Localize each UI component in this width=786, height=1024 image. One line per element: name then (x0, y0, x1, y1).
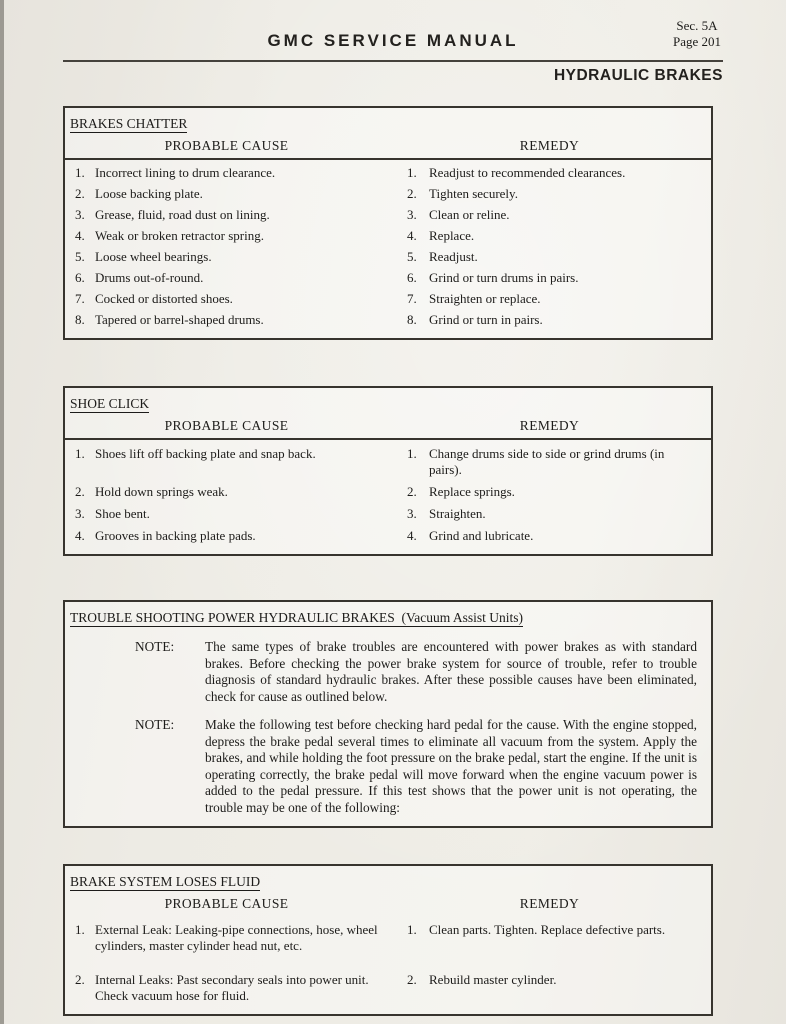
table-row (65, 291, 711, 307)
cause-number: 4. (75, 228, 85, 243)
table-row (65, 228, 711, 244)
table-row (65, 506, 711, 522)
remedy-number: 2. (407, 972, 417, 987)
cause-text: Drums out-of-round. (95, 270, 204, 285)
remedy-text: Grind or turn drums in pairs. (429, 270, 579, 285)
table-row (65, 207, 711, 223)
remedy-number: 8. (407, 312, 417, 327)
table-title: BRAKE SYSTEM LOSES FLUID (70, 874, 261, 889)
cause-number: 8. (75, 312, 85, 327)
remedy-text: Rebuild master cylinder. (429, 972, 557, 987)
manual-title: GMC SERVICE MANUAL (267, 31, 519, 50)
cause-text: Grooves in backing plate pads. (95, 528, 256, 543)
remedy-text: Readjust to recommended clearances. (429, 165, 626, 180)
remedy-text: Change drums side to side or grind drums (in pairs). (429, 446, 665, 477)
remedy-number: 2. (407, 186, 417, 201)
remedy-number: 1. (407, 165, 417, 180)
cause-text: Shoes lift off backing plate and snap back. (95, 446, 316, 461)
section-page-block (673, 18, 721, 50)
cause-number: 6. (75, 270, 85, 285)
note-text: Make the following test before checking hard pedal for the cause. With the engine stopped, depress the brake pedal several times to eliminate all vacuum from the system. Apply the brakes, and while holding the foot pressure on the brake pedal, start the engine. If the unit is operating correctly, the brake pedal will move forward when the engine vacuum power is added to the pedal pressure. If this test shows that the power unit is not operating, the trouble may be one of the following: (205, 717, 697, 815)
table-row (65, 972, 711, 1004)
remedy-text: Clean or reline. (429, 207, 510, 222)
cause-number: 2. (75, 972, 85, 987)
remedy-number: 6. (407, 270, 417, 285)
note-block (65, 639, 711, 705)
remedy-text: Tighten securely. (429, 186, 518, 201)
cause-number: 7. (75, 291, 85, 306)
note-label: NOTE: (135, 717, 175, 732)
shoe-click-table (63, 386, 713, 556)
remedy-number: 1. (407, 446, 417, 461)
cause-text: Loose wheel bearings. (95, 249, 212, 264)
remedy-text: Straighten or replace. (429, 291, 541, 306)
table-title: SHOE CLICK (70, 396, 150, 411)
table-row (65, 484, 711, 500)
cause-number: 5. (75, 249, 85, 264)
cause-number: 1. (75, 165, 85, 180)
cause-text: Incorrect lining to drum clearance. (95, 165, 276, 180)
page-number: Page 201 (672, 34, 721, 49)
remedy-number: 4. (407, 228, 417, 243)
cause-number: 1. (75, 446, 85, 461)
header-divider (65, 438, 711, 440)
table-row (65, 528, 711, 544)
box-title (70, 610, 523, 627)
remedy-text: Straighten. (429, 506, 486, 521)
cause-text: Tapered or barrel-shaped drums. (95, 312, 264, 327)
cause-column-header: PROBABLE CAUSE (164, 138, 289, 153)
cause-text: Grease, fluid, road dust on lining. (95, 207, 270, 222)
table-row (65, 186, 711, 202)
loses-fluid-table (63, 864, 713, 1016)
cause-text: Hold down springs weak. (95, 484, 228, 499)
cause-number: 2. (75, 186, 85, 201)
section-label: Sec. 5A (676, 18, 718, 33)
remedy-number: 7. (407, 291, 417, 306)
column-headers (65, 418, 711, 434)
header-divider (65, 158, 711, 160)
table-row (65, 270, 711, 286)
remedy-text: Grind and lubricate. (429, 528, 534, 543)
remedy-text: Grind or turn in pairs. (429, 312, 543, 327)
cause-column-header: PROBABLE CAUSE (164, 418, 289, 433)
remedy-text: Replace. (429, 228, 475, 243)
table-row (65, 165, 711, 181)
remedy-text: Readjust. (429, 249, 478, 264)
cause-number: 3. (75, 506, 85, 521)
header-rule (63, 60, 723, 62)
table-row (65, 312, 711, 328)
table-row (65, 249, 711, 265)
brakes-chatter-table (63, 106, 713, 340)
remedy-column-header: REMEDY (519, 896, 580, 911)
remedy-number: 4. (407, 528, 417, 543)
remedy-number: 1. (407, 922, 417, 937)
table-row (65, 922, 711, 954)
remedy-number: 3. (407, 506, 417, 521)
page-header (63, 18, 723, 58)
trouble-title-suffix: (Vacuum Assist Units) (401, 610, 524, 625)
trouble-title: TROUBLE SHOOTING POWER HYDRAULIC BRAKES (70, 610, 395, 625)
table-row (65, 446, 711, 478)
cause-text: External Leak: Leaking-pipe connections, hose, wheel cylinders, master cylinder head nut, etc. (95, 922, 378, 953)
remedy-number: 2. (407, 484, 417, 499)
cause-number: 2. (75, 484, 85, 499)
note-label: NOTE: (135, 639, 175, 654)
cause-number: 1. (75, 922, 85, 937)
remedy-text: Replace springs. (429, 484, 515, 499)
remedy-text: Clean parts. Tighten. Replace defective parts. (429, 922, 666, 937)
column-headers (65, 896, 711, 912)
note-text: The same types of brake troubles are encountered with power brakes as with standard brakes. Before checking the power brake system for source of trouble, refer to trouble diagnosis of standard hydraulic brakes. After these possible causes have been eliminated, check for cause as outlined below. (205, 639, 697, 704)
cause-text: Loose backing plate. (95, 186, 203, 201)
table-title: BRAKES CHATTER (70, 116, 188, 131)
cause-number: 3. (75, 207, 85, 222)
remedy-column-header: REMEDY (519, 138, 580, 153)
remedy-column-header: REMEDY (519, 418, 580, 433)
cause-number: 4. (75, 528, 85, 543)
cause-text: Cocked or distorted shoes. (95, 291, 233, 306)
remedy-number: 3. (407, 207, 417, 222)
cause-text: Weak or broken retractor spring. (95, 228, 264, 243)
trouble-shooting-box (63, 600, 713, 828)
remedy-number: 5. (407, 249, 417, 264)
note-block (65, 717, 711, 816)
column-headers (65, 138, 711, 154)
cause-text: Shoe bent. (95, 506, 150, 521)
cause-text: Internal Leaks: Past secondary seals into power unit. Check vacuum hose for fluid. (95, 972, 369, 1003)
cause-column-header: PROBABLE CAUSE (164, 896, 289, 911)
chapter-title: HYDRAULIC BRAKES (553, 67, 723, 84)
